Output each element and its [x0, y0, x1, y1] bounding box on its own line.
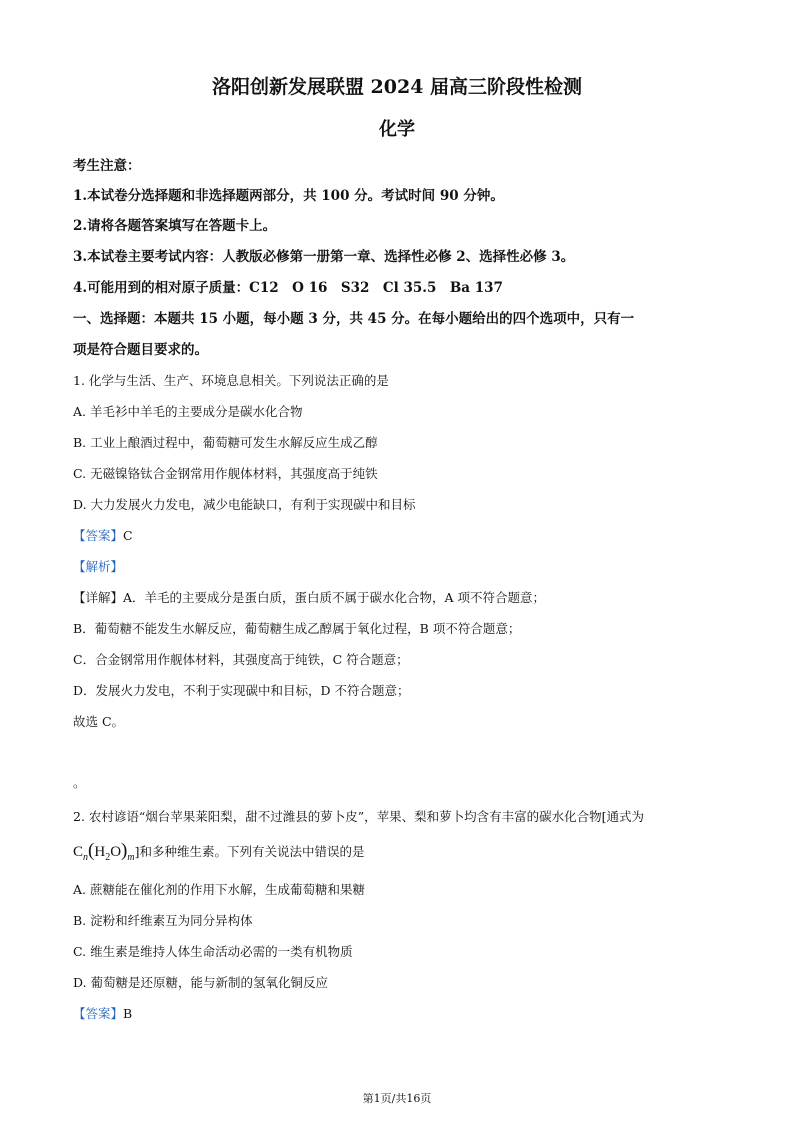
- q2-option-b: B. 淀粉和纤维素互为同分异构体: [73, 913, 253, 928]
- detail-tag: 【详解】: [73, 590, 124, 605]
- q1-stem: 1. 化学与生活、生产、环境息息相关。下列说法正确的是: [73, 373, 389, 388]
- note-item: 2.请将各题答案填写在答题卡上。: [73, 218, 277, 234]
- q1-conclusion: 故选 C。: [73, 714, 125, 729]
- note-item: 3.本试卷主要考试内容：人教版必修第一册第一章、选择性必修 2、选择性必修 3。: [73, 249, 575, 265]
- note-item: 1.本试卷分选择题和非选择题两部分，共 100 分。考试时间 90 分钟。: [73, 188, 504, 204]
- q1-option-b: B. 工业上酿酒过程中，葡萄糖可发生水解反应生成乙醇: [73, 435, 378, 450]
- q1-detail-c: C．合金钢常用作舰体材料，其强度高于纯铁，C 符合题意；: [73, 652, 409, 667]
- q1-answer: [73, 526, 133, 544]
- general-formula: $C_n(H_2O)_m$: [73, 840, 135, 863]
- q1-analysis: [73, 557, 123, 575]
- q2-option-c: C. 维生素是维持人体生命活动必需的一类有机物质: [73, 944, 353, 959]
- answer-value: B: [123, 1006, 133, 1021]
- page-number: 第1页/共16页: [362, 1092, 432, 1105]
- answer-value: C: [123, 528, 133, 543]
- q1-detail-a: [73, 588, 545, 606]
- q2-answer: [73, 1004, 132, 1022]
- section-heading-line1: 一、选择题：本题共 15 小题，每小题 3 分，共 45 分。在每小题给出的四个选项中，只有一: [73, 311, 635, 327]
- q1-option-d: D. 大力发展火力发电，减少电能缺口，有利于实现碳中和目标: [73, 497, 416, 512]
- answer-tag: 【答案】: [73, 528, 124, 543]
- answer-tag: 【答案】: [73, 1006, 124, 1021]
- q2-stem-line1: 2. 农村谚语“烟台苹果莱阳梨，甜不过潍县的萝卜皮”，苹果、梨和萝卜均含有丰富的碳水化合物[通式为: [73, 809, 645, 824]
- q1-detail-b: B．葡萄糖不能发生水解反应，葡萄糖生成乙醇属于氧化过程，B 项不符合题意；: [73, 621, 521, 636]
- q1-option-a: A. 羊毛衫中羊毛的主要成分是碳水化合物: [73, 404, 303, 419]
- q2-stem-rest: ]和多种维生素。下列有关说法中错误的是: [134, 844, 365, 859]
- analysis-tag: 【解析】: [73, 559, 124, 574]
- subject-title: 化学: [379, 119, 415, 140]
- note-item: 4.可能用到的相对原子质量：C12 O 16 S32 Cl 35.5 Ba 137: [73, 280, 503, 296]
- q2-option-a: A. 蔗糖能在催化剂的作用下水解，生成葡萄糖和果糖: [73, 882, 365, 897]
- q1-detail-d: D．发展火力发电，不利于实现碳中和目标，D 不符合题意；: [73, 683, 410, 698]
- q1-option-c: C. 无磁镍铬钛合金钢常用作舰体材料，其强度高于纯铁: [73, 466, 378, 481]
- notes-heading: 考生注意：: [73, 158, 141, 174]
- q2-option-d: D. 葡萄糖是还原糖，能与新制的氢氧化铜反应: [73, 975, 329, 990]
- q1-trailing-mark: 。: [73, 775, 86, 790]
- exam-title: 洛阳创新发展联盟 2024 届高三阶段性检测: [211, 76, 583, 98]
- q2-stem-line2: [73, 840, 364, 863]
- detail-text: A．羊毛的主要成分是蛋白质，蛋白质不属于碳水化合物，A 项不符合题意；: [123, 590, 546, 605]
- section-heading-line2: 项是符合题目要求的。: [73, 342, 208, 358]
